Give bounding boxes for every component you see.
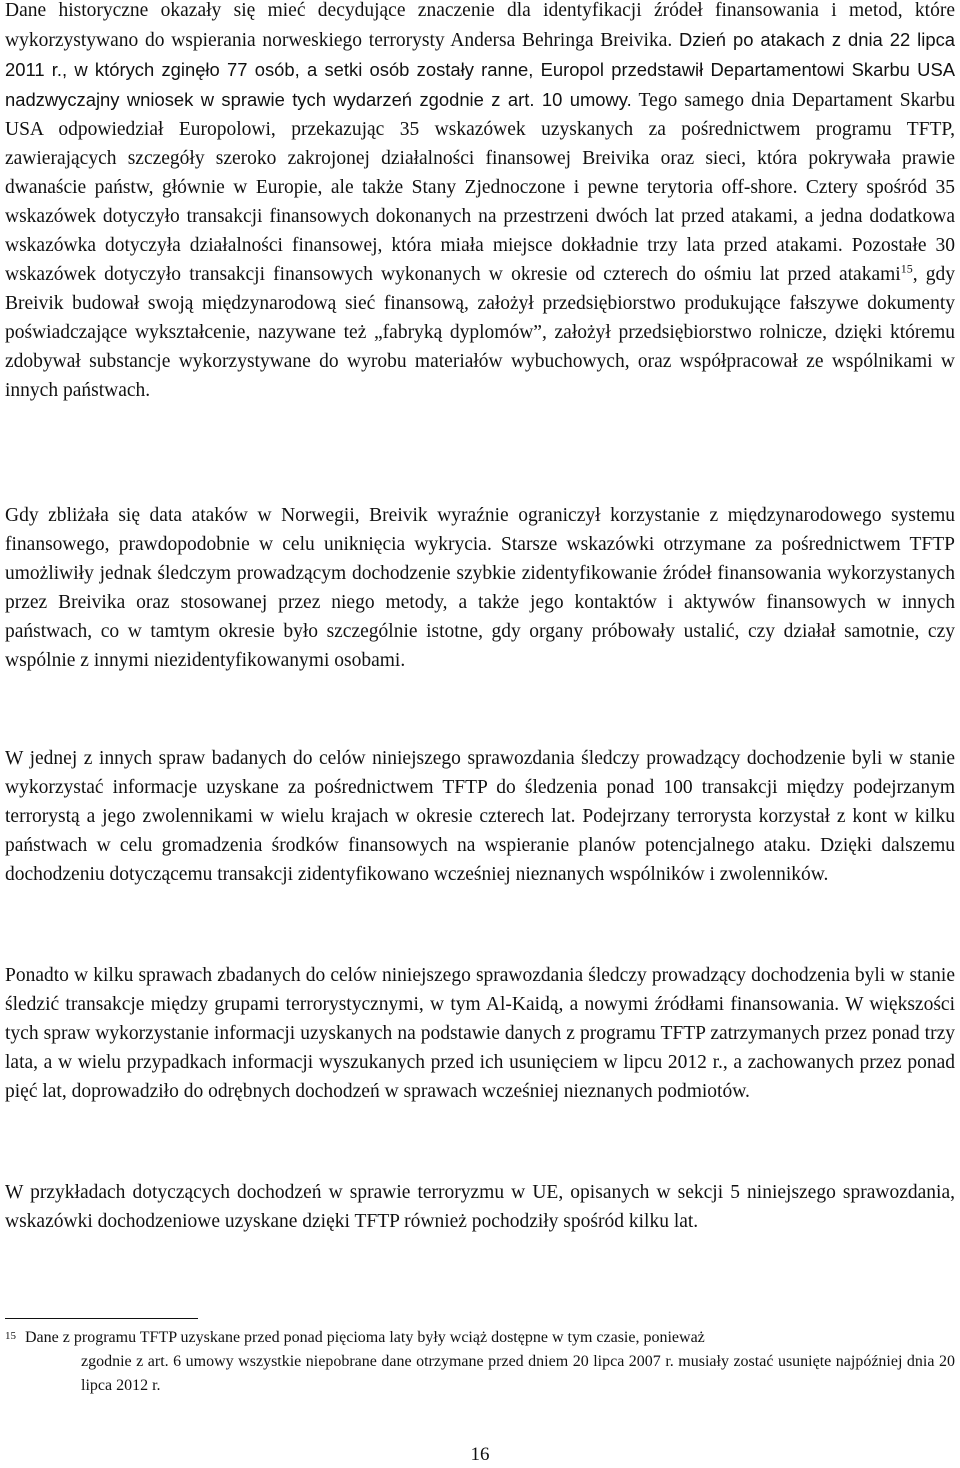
paragraph-3: W jednej z innych spraw badanych do celów niniejszego sprawozdania śledczy prowadzący dochodzenie byli w stanie wykorzystać informacje uzyskane za pośrednictwem TFTP do śledzenia ponad 100 transakcji między podejrzanym terrorystą a jego zwolennikami w wielu krajach w okresie czterech lat. Podejrzany terrorysta korzystał z kont w kilku państwach w celu gromadzenia środków finansowych na wspieranie planów potencjalnego ataku. Dzięki dalszemu dochodzeniu dotyczącemu transakcji zidentyfikowano wcześniej nieznanych wspólników i zwolenników.	[5, 748, 955, 885]
paragraph-2: Gdy zbliżała się data ataków w Norwegii, Breivik wyraźnie ograniczył korzystanie z międzynarodowego systemu finansowego, prawdopodobnie w celu uniknięcia wykrycia. Starsze wskazówki otrzymane za pośrednictwem TFTP umożliwiły jednak śledczym prowadzącym dochodzenie szybkie zidentyfikowanie źródeł finansowania wykorzystanych przez Breivika oraz stosowanej przez niego metody, a także jego kontaktów i aktywów finansowych w innych państwach, co w tamtym okresie było szczególnie istotne, gdy organy próbowały ustalić, czy działał samotnie, czy wspólnie z innymi niezidentyfikowanymi osobami.	[5, 505, 955, 671]
paragraph-1-text-d: , gdy Breivik budował swoją międzynarodową sieć finansową, założył przedsiębiorstwo produkujące fałszywe dokumenty poświadczające wykształcenie, nazywane też „fabryką dyplomów”, założył przedsiębiorstwo rolnicze, dzięki któremu zdobywał substancje wykorzystywane do wyrobu materiałów wybuchowych, oraz współpracował ze wspólnikami w innych państwach.	[5, 264, 955, 401]
paragraph-1-text-c: Tego samego dnia Departament Skarbu USA odpowiedział Europolowi, przekazując 35 wskazówek uzyskanych za pośrednictwem programu TFTP, zawierających szczegóły szeroko zakrojonej działalności finansowej Breivika oraz sieci, która pokrywała prawie dwanaście państw, głównie w Europie, ale także Stany Zjednoczone i pewne terytoria off-shore. Cztery spośród 35 wskazówek dotyczyło transakcji finansowych dokonanych na przestrzeni dwóch lat przed atakami, a jedna dodatkowa wskazówka dotyczyła działalności finansowej, która miała miejsce dokładnie trzy lata przed atakami. Pozostałe 30 wskazówek dotyczyło transakcji finansowych wykonanych w okresie od czterech do ośmiu lat przed atakami	[5, 90, 956, 285]
footnote	[5, 1326, 955, 1398]
paragraph-4: Ponadto w kilku sprawach zbadanych do celów niniejszego sprawozdania śledczy prowadzący dochodzenia byli w stanie śledzić transakcje między grupami terrorystycznymi, w tym Al-Kaidą, a nowymi źródłami finansowania. W większości tych spraw wykorzystanie informacji uzyskanych na podstawie danych z programu TFTP zatrzymanych przez ponad trzy lata, a w wielu przypadkach informacji wyszukanych przed ich usunięciem w lipcu 2012 r., a zachowanych przez ponad pięć lat, doprowadziło do odrębnych dochodzeń w sprawach wcześniej nieznanych podmiotów.	[5, 965, 955, 1102]
footnote-reference[interactable]: 15	[900, 261, 913, 276]
footnote-divider	[5, 1318, 198, 1319]
paragraph-1-text-a: Dane historyczne okazały się mieć decydujące znaczenie dla identyfikacji źródeł finansowania i metod, które wykorzystywano do wspierania norweskiego terrorysty Andersa Behringa Breivika.	[5, 0, 955, 51]
footnote-text	[5, 1326, 955, 1398]
paragraph-1-text-b: Dzień po atakach z dnia 22 lipca 2011 r., w których zginęło 77 osób, a setki osób zostały ranne, Europol przedstawił Departamentowi Skarbu USA nadzwyczajny wniosek w sprawie tych wydarzeń zgodnie z art. 10 umowy.	[5, 29, 955, 110]
page-number: 16	[470, 1444, 490, 1465]
footnote-line-1: Dane z programu TFTP uzyskane przed ponad pięcioma laty były wciąż dostępne w tym czasie, ponieważ	[25, 1329, 705, 1346]
paragraph-1	[5, 0, 955, 405]
footnote-continuation: zgodnie z art. 6 umowy wszystkie niepobrane dane otrzymane przed dniem 20 lipca 2007 r. musiały zostać usunięte najpóźniej dnia 20 lipca 2012 r.	[81, 1353, 955, 1394]
footnote-number: 15	[5, 1330, 16, 1342]
paragraph-5: W przykładach dotyczących dochodzeń w sprawie terroryzmu w UE, opisanych w sekcji 5 niniejszego sprawozdania, wskazówki dochodzeniowe uzyskane dzięki TFTP również pochodziły spośród kilku lat.	[5, 1182, 955, 1232]
